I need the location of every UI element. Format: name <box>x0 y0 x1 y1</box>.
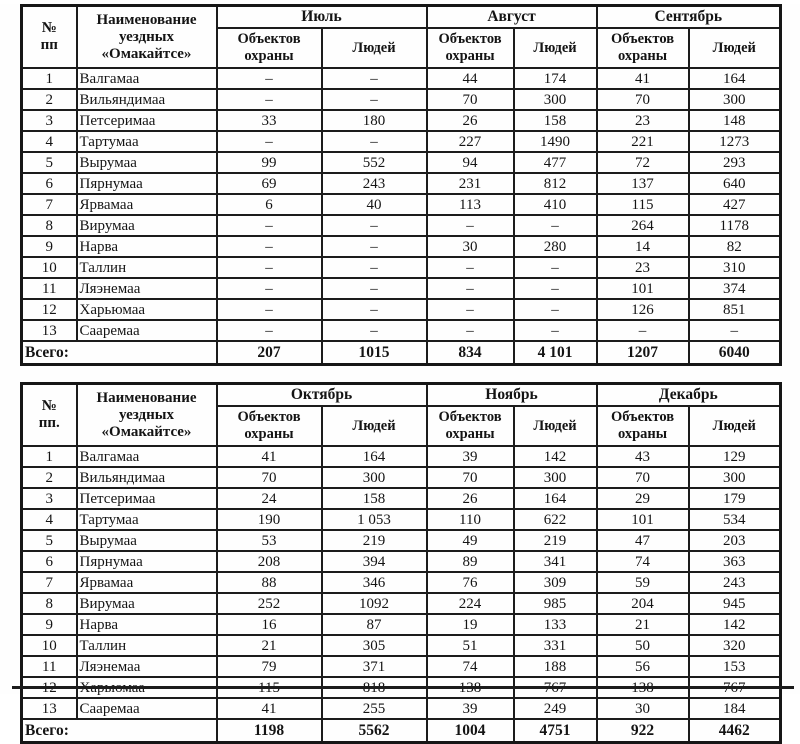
total-label: Всего: <box>22 719 217 743</box>
cell-value: 126 <box>597 299 689 320</box>
cell-value: 346 <box>322 572 427 593</box>
cell-value: 945 <box>689 593 781 614</box>
header-people: Людей <box>322 28 427 68</box>
total-row <box>22 341 781 365</box>
cell-value: 89 <box>427 551 514 572</box>
total-value: 834 <box>427 341 514 365</box>
table-row <box>22 131 781 152</box>
cell-value: 985 <box>514 593 597 614</box>
cell-value: 249 <box>514 698 597 719</box>
cell-value: 184 <box>689 698 781 719</box>
cell-value: 41 <box>217 698 322 719</box>
cell-value: 180 <box>322 110 427 131</box>
cell-value: 640 <box>689 173 781 194</box>
cell-value: 188 <box>514 656 597 677</box>
table-row <box>22 698 781 719</box>
cell-row-number: 11 <box>22 278 77 299</box>
header-month-september: Сентябрь <box>597 6 781 29</box>
cell-value: 40 <box>322 194 427 215</box>
cell-value: 243 <box>689 572 781 593</box>
cell-district-name: Харьюмаа <box>77 299 217 320</box>
table-row <box>22 551 781 572</box>
cell-value: 153 <box>689 656 781 677</box>
header-num-line1: № <box>41 398 57 414</box>
cell-value: 371 <box>322 656 427 677</box>
table-row <box>22 215 781 236</box>
cell-row-number: 4 <box>22 131 77 152</box>
cell-value: 280 <box>514 236 597 257</box>
header-district-name: Наименование уездных «Омакайтсе» <box>77 384 217 447</box>
cell-value: – <box>427 320 514 341</box>
cell-district-name: Валгамаа <box>77 446 217 467</box>
cell-value: 23 <box>597 110 689 131</box>
header-objects: Объектов охраны <box>217 406 322 446</box>
cell-row-number: 10 <box>22 635 77 656</box>
cell-value: 26 <box>427 488 514 509</box>
table-row <box>22 509 781 530</box>
cell-value: 374 <box>689 278 781 299</box>
cell-value: 221 <box>597 131 689 152</box>
cell-value: – <box>597 320 689 341</box>
cell-row-number: 3 <box>22 488 77 509</box>
cell-district-name: Ярвамаа <box>77 194 217 215</box>
table-row <box>22 299 781 320</box>
cell-value: 21 <box>217 635 322 656</box>
header-district-name: Наименование уездных «Омакайтсе» <box>77 6 217 69</box>
cell-value: 133 <box>514 614 597 635</box>
table-row <box>22 89 781 110</box>
cell-row-number: 5 <box>22 152 77 173</box>
cell-row-number: 12 <box>22 299 77 320</box>
cell-value: 552 <box>322 152 427 173</box>
cell-district-name: Вирумаа <box>77 593 217 614</box>
cell-value: 309 <box>514 572 597 593</box>
cell-value: 300 <box>689 467 781 488</box>
cell-value: 101 <box>597 278 689 299</box>
cell-value: 53 <box>217 530 322 551</box>
table-row <box>22 530 781 551</box>
cell-value: – <box>322 257 427 278</box>
cell-value: 142 <box>689 614 781 635</box>
cell-row-number: 6 <box>22 173 77 194</box>
cell-value: – <box>514 320 597 341</box>
cell-value: 300 <box>514 467 597 488</box>
cell-district-name: Петсеримаа <box>77 488 217 509</box>
cell-value: 477 <box>514 152 597 173</box>
cell-value: – <box>427 278 514 299</box>
header-people: Людей <box>514 406 597 446</box>
cell-value: 26 <box>427 110 514 131</box>
cell-value: 49 <box>427 530 514 551</box>
cell-value: 29 <box>597 488 689 509</box>
cell-value: – <box>689 320 781 341</box>
table-row <box>22 320 781 341</box>
total-row <box>22 719 781 743</box>
total-value: 6040 <box>689 341 781 365</box>
header-month-august: Август <box>427 6 597 29</box>
cell-value: 164 <box>689 68 781 89</box>
cell-row-number: 9 <box>22 614 77 635</box>
cell-value: 310 <box>689 257 781 278</box>
header-row-number <box>22 384 77 447</box>
page-bottom-rule <box>12 686 794 689</box>
cell-row-number: 11 <box>22 656 77 677</box>
header-objects: Объектов охраны <box>217 28 322 68</box>
cell-value: 70 <box>597 467 689 488</box>
cell-district-name: Вырумаа <box>77 152 217 173</box>
cell-value: 427 <box>689 194 781 215</box>
cell-value: – <box>217 236 322 257</box>
cell-value: 88 <box>217 572 322 593</box>
table-footer <box>22 341 781 365</box>
cell-value: 224 <box>427 593 514 614</box>
cell-value: 227 <box>427 131 514 152</box>
cell-row-number: 13 <box>22 698 77 719</box>
cell-value: – <box>322 131 427 152</box>
cell-value: 33 <box>217 110 322 131</box>
cell-value: 190 <box>217 509 322 530</box>
header-month-july: Июль <box>217 6 427 29</box>
cell-value: 76 <box>427 572 514 593</box>
table-row <box>22 68 781 89</box>
cell-value: 1273 <box>689 131 781 152</box>
total-value: 1004 <box>427 719 514 743</box>
header-num-line2: пп <box>40 37 58 53</box>
cell-value: – <box>217 89 322 110</box>
cell-value: 300 <box>322 467 427 488</box>
cell-value: 252 <box>217 593 322 614</box>
cell-district-name: Валгамаа <box>77 68 217 89</box>
cell-value: 1 053 <box>322 509 427 530</box>
cell-value: 113 <box>427 194 514 215</box>
table-row <box>22 278 781 299</box>
cell-value: 219 <box>514 530 597 551</box>
cell-value: 56 <box>597 656 689 677</box>
cell-district-name: Пярнумаа <box>77 551 217 572</box>
cell-value: 305 <box>322 635 427 656</box>
cell-value: 14 <box>597 236 689 257</box>
cell-row-number: 1 <box>22 68 77 89</box>
cell-value: 94 <box>427 152 514 173</box>
cell-district-name: Вирумаа <box>77 215 217 236</box>
cell-value: 164 <box>322 446 427 467</box>
cell-value: 39 <box>427 446 514 467</box>
table-oct-dec <box>20 382 782 744</box>
cell-value: 204 <box>597 593 689 614</box>
table-header <box>22 6 781 69</box>
cell-value: – <box>514 215 597 236</box>
cell-value: – <box>322 299 427 320</box>
cell-district-name: Тартумаа <box>77 131 217 152</box>
table-row <box>22 236 781 257</box>
cell-value: 21 <box>597 614 689 635</box>
cell-value: 158 <box>514 110 597 131</box>
cell-district-name: Сааремаа <box>77 320 217 341</box>
cell-value: 410 <box>514 194 597 215</box>
cell-value: 363 <box>689 551 781 572</box>
table-row <box>22 656 781 677</box>
table-row <box>22 572 781 593</box>
table-row <box>22 635 781 656</box>
cell-value: 6 <box>217 194 322 215</box>
cell-district-name: Вильяндимаа <box>77 89 217 110</box>
cell-value: 70 <box>597 89 689 110</box>
cell-value: 23 <box>597 257 689 278</box>
total-value: 4 101 <box>514 341 597 365</box>
cell-value: 24 <box>217 488 322 509</box>
cell-value: 101 <box>597 509 689 530</box>
total-label: Всего: <box>22 341 217 365</box>
cell-value: 59 <box>597 572 689 593</box>
cell-value: 70 <box>427 89 514 110</box>
cell-district-name: Вырумаа <box>77 530 217 551</box>
table-header <box>22 384 781 447</box>
cell-row-number: 7 <box>22 194 77 215</box>
cell-value: – <box>322 320 427 341</box>
total-value: 207 <box>217 341 322 365</box>
table-row <box>22 110 781 131</box>
cell-value: 30 <box>597 698 689 719</box>
cell-value: 110 <box>427 509 514 530</box>
table-body <box>22 446 781 719</box>
cell-value: 300 <box>514 89 597 110</box>
cell-value: – <box>322 89 427 110</box>
cell-value: – <box>322 278 427 299</box>
cell-value: 79 <box>217 656 322 677</box>
cell-value: 30 <box>427 236 514 257</box>
cell-value: – <box>217 320 322 341</box>
cell-value: 44 <box>427 68 514 89</box>
cell-value: 129 <box>689 446 781 467</box>
cell-value: 231 <box>427 173 514 194</box>
cell-value: 70 <box>427 467 514 488</box>
table-row <box>22 614 781 635</box>
cell-district-name: Таллин <box>77 257 217 278</box>
cell-value: 208 <box>217 551 322 572</box>
cell-value: – <box>514 299 597 320</box>
cell-value: 74 <box>427 656 514 677</box>
header-month-december: Декабрь <box>597 384 781 407</box>
cell-value: – <box>427 299 514 320</box>
cell-row-number: 1 <box>22 446 77 467</box>
cell-row-number: 7 <box>22 572 77 593</box>
table-row <box>22 257 781 278</box>
total-value: 922 <box>597 719 689 743</box>
total-value: 4751 <box>514 719 597 743</box>
cell-value: 69 <box>217 173 322 194</box>
header-num-line2: пп. <box>38 415 60 431</box>
total-value: 1015 <box>322 341 427 365</box>
table-body <box>22 68 781 341</box>
cell-value: – <box>217 131 322 152</box>
cell-row-number: 8 <box>22 593 77 614</box>
cell-value: 43 <box>597 446 689 467</box>
table-jul-sep <box>20 4 782 366</box>
cell-value: – <box>322 236 427 257</box>
cell-value: 148 <box>689 110 781 131</box>
table-row <box>22 152 781 173</box>
cell-row-number: 5 <box>22 530 77 551</box>
header-people: Людей <box>514 28 597 68</box>
cell-value: 82 <box>689 236 781 257</box>
cell-value: 1178 <box>689 215 781 236</box>
cell-value: 293 <box>689 152 781 173</box>
cell-district-name: Сааремаа <box>77 698 217 719</box>
table-row <box>22 488 781 509</box>
cell-value: 255 <box>322 698 427 719</box>
cell-value: 41 <box>217 446 322 467</box>
cell-value: – <box>322 68 427 89</box>
total-value: 1198 <box>217 719 322 743</box>
cell-district-name: Пярнумаа <box>77 173 217 194</box>
header-row-number <box>22 6 77 69</box>
cell-row-number: 6 <box>22 551 77 572</box>
cell-value: 179 <box>689 488 781 509</box>
table-row <box>22 446 781 467</box>
cell-district-name: Таллин <box>77 635 217 656</box>
cell-value: 851 <box>689 299 781 320</box>
cell-value: – <box>217 299 322 320</box>
cell-district-name: Тартумаа <box>77 509 217 530</box>
table-row <box>22 173 781 194</box>
cell-row-number: 10 <box>22 257 77 278</box>
header-num-line1: № <box>41 20 57 36</box>
cell-row-number: 13 <box>22 320 77 341</box>
cell-district-name: Ляэнемаа <box>77 278 217 299</box>
cell-row-number: 2 <box>22 467 77 488</box>
table-row <box>22 593 781 614</box>
cell-value: 41 <box>597 68 689 89</box>
cell-row-number: 9 <box>22 236 77 257</box>
header-people: Людей <box>689 406 781 446</box>
total-value: 1207 <box>597 341 689 365</box>
cell-value: 142 <box>514 446 597 467</box>
cell-value: 70 <box>217 467 322 488</box>
cell-value: – <box>322 215 427 236</box>
total-value: 4462 <box>689 719 781 743</box>
cell-value: 174 <box>514 68 597 89</box>
cell-value: 264 <box>597 215 689 236</box>
cell-value: 137 <box>597 173 689 194</box>
cell-value: 51 <box>427 635 514 656</box>
total-value: 5562 <box>322 719 427 743</box>
cell-district-name: Ярвамаа <box>77 572 217 593</box>
cell-row-number: 4 <box>22 509 77 530</box>
cell-value: 1490 <box>514 131 597 152</box>
table-row <box>22 467 781 488</box>
cell-value: 243 <box>322 173 427 194</box>
header-objects: Объектов охраны <box>427 406 514 446</box>
cell-value: 534 <box>689 509 781 530</box>
cell-value: 50 <box>597 635 689 656</box>
cell-value: – <box>217 68 322 89</box>
header-objects: Объектов охраны <box>597 406 689 446</box>
table-footer <box>22 719 781 743</box>
cell-value: 158 <box>322 488 427 509</box>
cell-district-name: Нарва <box>77 236 217 257</box>
header-objects: Объектов охраны <box>597 28 689 68</box>
cell-value: 39 <box>427 698 514 719</box>
cell-value: 341 <box>514 551 597 572</box>
header-objects: Объектов охраны <box>427 28 514 68</box>
cell-value: 19 <box>427 614 514 635</box>
cell-value: 47 <box>597 530 689 551</box>
scanned-document-page <box>0 4 800 739</box>
cell-row-number: 8 <box>22 215 77 236</box>
header-month-october: Октябрь <box>217 384 427 407</box>
cell-value: 115 <box>597 194 689 215</box>
cell-value: 300 <box>689 89 781 110</box>
cell-value: 16 <box>217 614 322 635</box>
cell-value: 164 <box>514 488 597 509</box>
cell-value: – <box>217 278 322 299</box>
cell-value: – <box>217 257 322 278</box>
cell-value: 99 <box>217 152 322 173</box>
header-people: Людей <box>689 28 781 68</box>
cell-value: – <box>514 278 597 299</box>
cell-value: 622 <box>514 509 597 530</box>
cell-value: 203 <box>689 530 781 551</box>
cell-value: 812 <box>514 173 597 194</box>
cell-value: 320 <box>689 635 781 656</box>
cell-row-number: 3 <box>22 110 77 131</box>
cell-value: – <box>427 215 514 236</box>
cell-value: 331 <box>514 635 597 656</box>
cell-district-name: Ляэнемаа <box>77 656 217 677</box>
cell-row-number: 2 <box>22 89 77 110</box>
header-people: Людей <box>322 406 427 446</box>
cell-value: 219 <box>322 530 427 551</box>
cell-value: 74 <box>597 551 689 572</box>
cell-value: 72 <box>597 152 689 173</box>
cell-district-name: Вильяндимаа <box>77 467 217 488</box>
cell-value: 394 <box>322 551 427 572</box>
cell-value: – <box>427 257 514 278</box>
cell-value: – <box>217 215 322 236</box>
table-row <box>22 194 781 215</box>
cell-value: – <box>514 257 597 278</box>
cell-value: 87 <box>322 614 427 635</box>
cell-district-name: Нарва <box>77 614 217 635</box>
header-month-november: Ноябрь <box>427 384 597 407</box>
cell-district-name: Петсеримаа <box>77 110 217 131</box>
cell-value: 1092 <box>322 593 427 614</box>
